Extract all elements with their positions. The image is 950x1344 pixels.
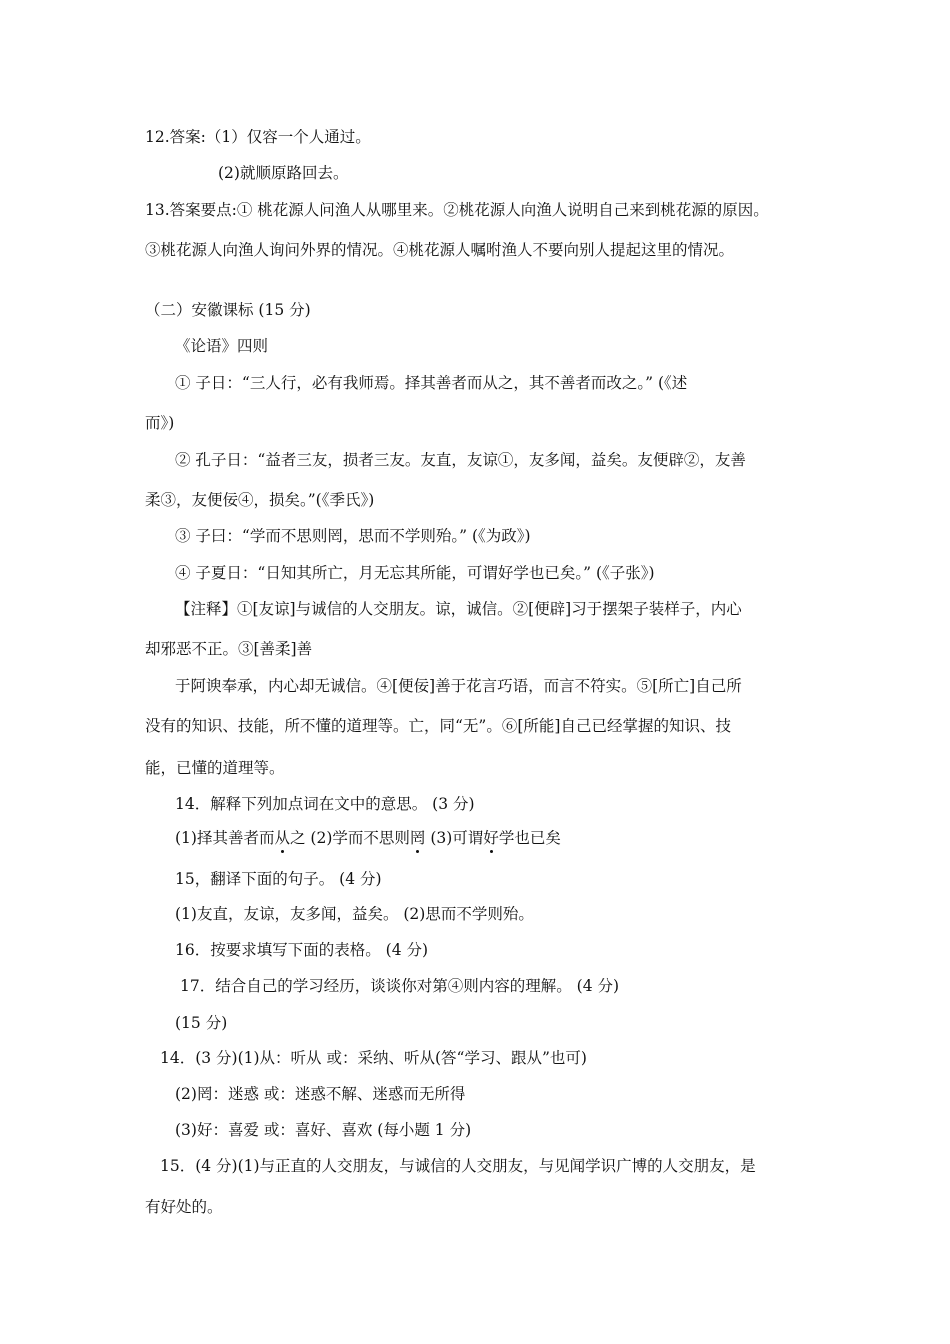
question-15-items: (1)友直，友谅，友多闻，益矣。 (2)思而不学则殆。 (175, 905, 534, 923)
score-total: (15 分) (175, 1014, 228, 1032)
passage-line-1: ① 子日：“三人行，必有我师焉。择其善者而从之，其不善者而改之。” (《述 (175, 374, 688, 392)
item-3-text: (3)可谓 (425, 829, 484, 847)
dotted-word-3: 好 (483, 829, 499, 847)
notes-line-4: 没有的知识、技能，所不懂的道理等。亡，同“无”。⑥[所能]自己已经掌握的知识、技 (145, 717, 731, 735)
passage-line-1-cont: 而》) (145, 414, 175, 432)
notes-line-1: 【注释】①[友谅]与诚信的人交朋友。谅，诚信。②[便辟]习于摆架子装样子，内心 (175, 600, 742, 618)
notes-line-5: 能，已懂的道理等。 (145, 759, 285, 777)
question-14: 14．解释下列加点词在文中的意思。 (3 分) (175, 795, 475, 813)
passage-line-4: ④ 子夏日：“日知其所亡，月无忘其所能，可谓好学也已矣。” (《子张》) (175, 564, 655, 582)
item-3-tail: 学也已矣 (498, 829, 561, 847)
item-1-text: (1)择其善者而 (175, 829, 275, 847)
question-16: 16．按要求填写下面的表格。 (4 分) (175, 941, 429, 959)
answer-12-line-2: (2)就顺原路回去。 (218, 164, 349, 182)
dotted-word-2: 罔 (409, 829, 426, 847)
answer-12-line-1: 12.答案:（1）仅容一个人通过。 (145, 128, 371, 146)
question-15: 15，翻译下面的句子。 (4 分) (175, 870, 382, 888)
passage-line-2-cont: 柔③，友便佞④，损矣。”(《季氏》) (145, 491, 375, 509)
passage-line-3: ③ 子曰：“学而不思则罔，思而不学则殆。” (《为政》) (175, 527, 531, 545)
section-heading: （二）安徽课标 (15 分) (145, 301, 311, 319)
question-17: 17．结合自己的学习经历，谈谈你对第④则内容的理解。 (4 分) (180, 977, 620, 995)
item-2-text: (2)学而不思则 (305, 829, 410, 847)
notes-line-2: 却邪恶不正。③[善柔]善 (145, 640, 313, 658)
answer-15-line-1: 15．(4 分)(1)与正直的人交朋友，与诚信的人交朋友，与见闻学识广博的人交朋友，是 (160, 1157, 756, 1175)
passage-title: 《论语》四则 (175, 337, 269, 355)
answer-14-line-1: 14．(3 分)(1)从：听从 或：采纳、听从(答“学习、跟从”也可) (160, 1049, 587, 1067)
answer-14-line-3: (3)好：喜爱 或：喜好、喜欢 (每小题 1 分) (175, 1121, 472, 1139)
item-1-tail: 之 (289, 829, 306, 847)
answer-15-line-2: 有好处的。 (145, 1198, 223, 1216)
notes-line-3: 于阿谀奉承，内心却无诚信。④[便佞]善于花言巧语，而言不符实。⑤[所亡]自己所 (175, 677, 742, 695)
passage-line-2: ② 孔子日：“益者三友，损者三友。友直，友谅①，友多闻，益矣。友便辟②，友善 (175, 451, 746, 469)
answer-14-line-2: (2)罔：迷惑 或：迷惑不解、迷惑而无所得 (175, 1085, 466, 1103)
answer-13-line-1: 13.答案要点:① 桃花源人问渔人从哪里来。②桃花源人向渔人说明自己来到桃花源的原因。 (145, 201, 769, 219)
question-14-items (175, 828, 561, 848)
dotted-word-1: 从 (274, 829, 290, 847)
answer-13-line-2: ③桃花源人向渔人询问外界的情况。④桃花源人嘱咐渔人不要向别人提起这里的情况。 (145, 241, 735, 259)
